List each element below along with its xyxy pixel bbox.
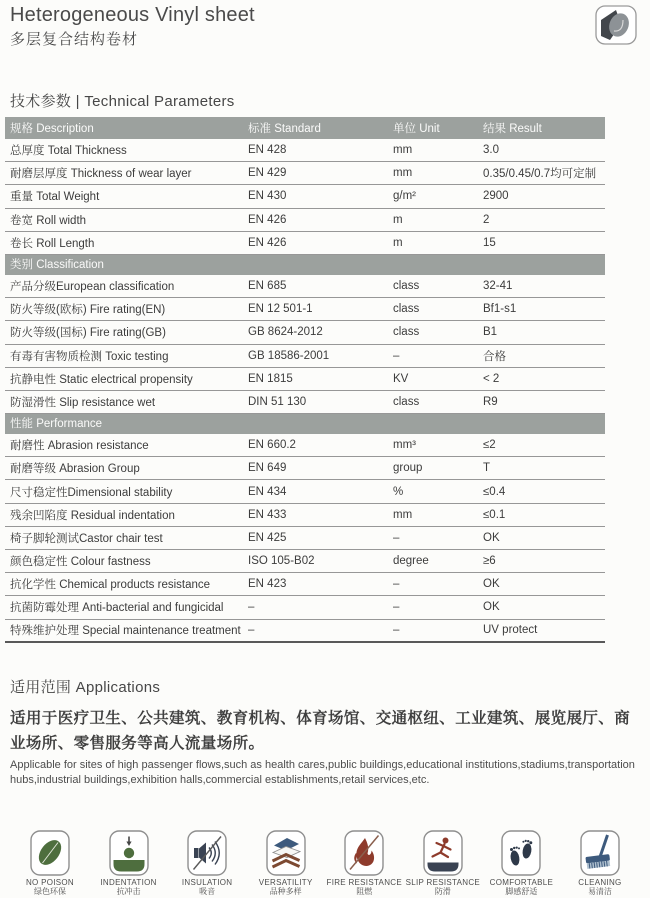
feature-label-en: FIRE RESISTANCE — [326, 878, 402, 887]
table-cell: OK — [483, 531, 500, 544]
table-cell: mm — [393, 508, 413, 521]
table-cell: % — [393, 485, 404, 498]
table-cell: 产品分级European classification — [10, 281, 175, 294]
table-cell: 0.35/0.45/0.7均可定制 — [483, 168, 597, 181]
table-cell: EN 425 — [248, 531, 287, 544]
table-cell: m — [393, 213, 403, 226]
broom-icon — [580, 830, 620, 876]
table-row — [5, 573, 605, 596]
feature-label-zh: 阻燃 — [356, 887, 373, 896]
table-row — [5, 232, 605, 255]
table-row — [5, 162, 605, 185]
muted-speaker-icon — [187, 830, 227, 876]
table-row — [5, 298, 605, 321]
table-cell: EN 426 — [248, 236, 287, 249]
table-cell: group — [393, 462, 423, 475]
ball-drop-icon — [109, 830, 149, 876]
table-cell: mm — [393, 167, 413, 180]
table-row — [5, 368, 605, 391]
table-cell: class — [393, 303, 420, 316]
table-row — [5, 620, 605, 643]
table-row — [5, 345, 605, 368]
column-header-description: 规格 Description — [10, 123, 94, 135]
table-cell: EN 660.2 — [248, 439, 296, 452]
page-title: Heterogeneous Vinyl sheet — [10, 4, 255, 26]
table-row — [5, 185, 605, 208]
feature-label-en: SLIP RESISTANCE — [405, 878, 481, 887]
feature-indentation — [92, 830, 166, 896]
feature-label-zh: 易清洁 — [587, 887, 612, 896]
table-cell: T — [483, 462, 491, 475]
feature-label-en: CLEANING — [578, 878, 622, 887]
table-row — [5, 275, 605, 298]
table-cell: GB 8624-2012 — [248, 326, 323, 339]
table-row — [5, 480, 605, 503]
table-cell: 有毒有害物质检测 Toxic testing — [10, 350, 169, 363]
feature-label-en: INDENTATION — [100, 878, 157, 887]
table-cell: < 2 — [483, 372, 500, 385]
feature-no-poison — [13, 830, 87, 896]
table-cell: ISO 105-B02 — [248, 555, 315, 568]
table-cell: OK — [483, 601, 500, 614]
applications-text-zh: 适用于医疗卫生、公共建筑、教育机构、体育场馆、交通枢纽、工业建筑、展览展厅、商业场所、零售服务等高人流量场所。 — [10, 710, 631, 752]
table-cell: EN 434 — [248, 485, 287, 498]
table-row — [5, 391, 605, 414]
table-cell: EN 430 — [248, 190, 287, 203]
table-row — [5, 209, 605, 232]
feature-label-zh: 品种多样 — [269, 887, 302, 896]
feature-insulation — [170, 830, 244, 896]
slipping-person-icon — [423, 830, 463, 876]
technical-parameters-heading: 技术参数 | Technical Parameters — [10, 93, 235, 110]
table-cell: EN 428 — [248, 144, 287, 157]
feature-label-en: VERSATILITY — [258, 878, 313, 887]
table-cell: DIN 51 130 — [248, 395, 307, 408]
table-cell: EN 433 — [248, 508, 287, 521]
table-cell: – — [393, 624, 400, 637]
column-header-standard: 标准 Standard — [248, 123, 321, 135]
feature-fire-resistance — [327, 830, 401, 896]
table-row — [5, 434, 605, 457]
feature-slip-resistance — [406, 830, 480, 896]
table-cell: 合格 — [483, 350, 506, 363]
table-cell: mm — [393, 144, 413, 157]
table-cell: ≤0.4 — [483, 485, 506, 498]
table-row — [5, 504, 605, 527]
table-cell: ≥6 — [483, 555, 496, 568]
table-cell: EN 429 — [248, 167, 287, 180]
table-cell: R9 — [483, 395, 498, 408]
layers-icon — [266, 830, 306, 876]
table-cell: OK — [483, 578, 500, 591]
table-cell: ≤0.1 — [483, 508, 506, 521]
leaf-icon — [30, 830, 70, 876]
table-cell: 特殊维护处理 Special maintenance treatment — [10, 625, 241, 638]
table-row — [5, 457, 605, 480]
table-cell: 椅子脚轮测试Castor chair test — [10, 532, 163, 545]
table-cell: EN 426 — [248, 213, 287, 226]
table-cell: 2 — [483, 213, 490, 226]
table-cell: 抗菌防霉处理 Anti-bacterial and fungicidal — [10, 602, 224, 615]
table-cell: Bf1-s1 — [483, 303, 517, 316]
table-cell: 防火等级(欧标) Fire rating(EN) — [10, 304, 166, 317]
crossed-flame-icon — [344, 830, 384, 876]
table-cell: EN 423 — [248, 578, 287, 591]
table-cell: UV protect — [483, 624, 538, 637]
table-cell: 卷长 Roll Length — [10, 237, 95, 250]
table-cell: 颜色稳定性 Colour fastness — [10, 556, 151, 569]
feature-label-en: COMFORTABLE — [489, 878, 554, 887]
feature-label-en: NO POISON — [25, 878, 75, 887]
table-cell: 32-41 — [483, 280, 513, 293]
table-row — [5, 550, 605, 573]
feature-icon-row — [0, 830, 650, 896]
applications-heading: 适用范围 Applications — [10, 679, 161, 696]
feature-label-zh: 抗冲击 — [116, 887, 141, 896]
table-section-bar: 类别 Classification — [5, 255, 605, 275]
table-cell: EN 649 — [248, 462, 287, 475]
table-cell: – — [393, 578, 400, 591]
feature-label-zh: 吸音 — [199, 887, 216, 896]
table-cell: m — [393, 236, 403, 249]
feature-versatility — [249, 830, 323, 896]
table-cell: – — [393, 601, 400, 614]
table-cell: degree — [393, 555, 429, 568]
table-cell: class — [393, 395, 420, 408]
table-cell: 耐磨性 Abrasion resistance — [10, 440, 149, 453]
feature-label-zh: 脚感舒适 — [505, 887, 538, 896]
feature-label-zh: 防滑 — [434, 887, 451, 896]
table-cell: class — [393, 280, 420, 293]
table-cell: 2900 — [483, 190, 509, 203]
table-cell: 防湿滑性 Slip resistance wet — [10, 396, 156, 409]
table-cell: B1 — [483, 326, 498, 339]
table-row — [5, 321, 605, 344]
column-header-unit: 单位 Unit — [393, 123, 440, 135]
feature-label-en: INSULATION — [181, 878, 233, 887]
table-cell: g/m² — [393, 190, 416, 203]
applications-text-en: Applicable for sites of high passenger flows,such as health cares,public buildings,educational institutions,stadiums,transportation hubs,industrial buildings,exhibition halls,commercial establishments,retail services,etc. — [10, 759, 635, 786]
feature-cleaning — [563, 830, 637, 896]
table-cell: 卷宽 Roll width — [10, 214, 87, 227]
footprints-icon — [501, 830, 541, 876]
table-cell: 总厚度 Total Thickness — [10, 145, 127, 158]
table-cell: EN 685 — [248, 280, 287, 293]
table-cell: EN 12 501-1 — [248, 303, 313, 316]
spec-table — [5, 117, 605, 643]
feature-label-zh: 绿色环保 — [34, 887, 66, 896]
table-cell: 防火等级(国标) Fire rating(GB) — [10, 327, 166, 340]
table-cell: class — [393, 326, 420, 339]
table-cell: 3.0 — [483, 144, 499, 157]
table-cell: 15 — [483, 236, 496, 249]
brand-logo-icon — [595, 5, 637, 45]
table-cell: KV — [393, 372, 409, 385]
table-cell: EN 1815 — [248, 372, 293, 385]
table-cell: GB 18586-2001 — [248, 349, 330, 362]
column-header-result: 结果 Result — [483, 123, 542, 135]
table-cell: 耐磨等级 Abrasion Group — [10, 463, 140, 476]
table-cell: – — [393, 349, 400, 362]
page-subtitle: 多层复合结构卷材 — [10, 31, 139, 48]
table-row — [5, 139, 605, 162]
table-body — [5, 139, 605, 643]
table-cell: 残余凹陷度 Residual indentation — [10, 509, 175, 522]
table-cell: ≤2 — [483, 439, 496, 452]
feature-comfortable — [484, 830, 558, 896]
table-cell: mm³ — [393, 439, 416, 452]
table-cell: 尺寸稳定性Dimensional stability — [10, 486, 173, 499]
table-row — [5, 527, 605, 550]
table-cell: 重量 Total Weight — [10, 191, 100, 204]
table-header-row — [5, 117, 605, 139]
table-cell: – — [248, 601, 255, 614]
table-cell: – — [393, 531, 400, 544]
table-cell: 抗静电性 Static electrical propensity — [10, 373, 193, 386]
table-cell: – — [248, 624, 255, 637]
table-section-bar: 性能 Performance — [5, 414, 605, 434]
table-row — [5, 596, 605, 619]
table-cell: 耐磨层厚度 Thickness of wear layer — [10, 168, 192, 181]
table-cell: 抗化学性 Chemical products resistance — [10, 579, 211, 592]
